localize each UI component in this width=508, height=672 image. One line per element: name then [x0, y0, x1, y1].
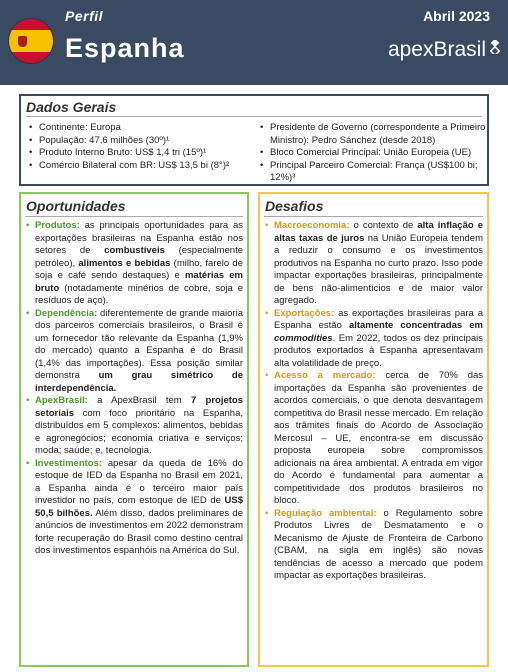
opportunities-title: Oportunidades [26, 198, 126, 214]
page-title: Espanha [65, 33, 185, 63]
list-item-text: um grau simétrico de interdependência. [35, 370, 243, 394]
opportunities-panel [19, 192, 249, 667]
list-item-label: ApexBrasil: [35, 395, 88, 406]
list-item [25, 395, 243, 458]
list-item-label: Exportações: [274, 307, 335, 319]
general-data-item: • Continente: Europa [27, 122, 247, 135]
general-data-title: Dados Gerais [26, 99, 117, 115]
list-item-text: a ApexBrasil tem [87, 395, 191, 406]
opportunities-list [25, 220, 243, 558]
list-item-text: o contexto de [349, 220, 418, 231]
list-item-text: US$ 50,5 bilhões. [35, 495, 243, 519]
spain-flag-icon [8, 18, 54, 64]
list-item-label: Investimentos: [35, 457, 103, 469]
challenges-list [264, 220, 483, 583]
list-item [264, 308, 483, 371]
challenges-panel [258, 192, 489, 667]
list-item [264, 508, 483, 583]
general-data-item: • População: 47,6 milhões (30º)¹ [27, 135, 247, 148]
list-item-text: diferentemente de grande maioria dos parceiros comerciais brasileiros, o Brasil é um fornecedor tão relevante da Espanha (1,9% do mercado) quanto a Espanha é do Brasil (1,4% das importações). Essa posição similar demonstra [35, 307, 243, 381]
list-item-label: Dependência: [35, 307, 98, 319]
list-item-text: alta inflação e altas taxas de juros [274, 220, 483, 244]
list-item-text: alimentos e bebidas [78, 257, 171, 269]
list-item [25, 458, 243, 558]
brand-logo-text: apexBrasil [387, 38, 486, 61]
list-item-text: apesar da queda de 16% do estoque de IED da Espanha no Brasil em 2021, a Espanha ainda é o terceiro maior país investidor no país, com estoque de IED de [35, 457, 243, 506]
general-data-left-list [27, 122, 247, 172]
date-label: Abril 2023 [423, 8, 490, 24]
list-item-label: Macroeconomia: [274, 220, 350, 231]
general-data-item: • Bloco Comercial Principal: União Europeia (UE) [258, 147, 486, 160]
general-data-item: • Presidente de Governo (correspondente a Primeiro Ministro): Pedro Sánchez (desde 2018) [258, 122, 486, 147]
list-item-label: Acesso a mercado: [274, 370, 376, 381]
list-item-text: (especialmente petróleo), [35, 245, 244, 269]
list-item-text: altamente concentradas em [348, 320, 483, 331]
brand-logo-icon [488, 40, 502, 54]
list-item-text: 7 projetos setoriais [35, 395, 243, 419]
challenges-title: Desafios [265, 198, 324, 214]
list-item [25, 220, 243, 308]
general-data-item: • Comércio Bilateral com BR: US$ 13,5 bi (8°)² [27, 160, 247, 173]
list-item-text: as principais oportunidades para as exportações brasileiras na Espanha estão nos setores de [35, 220, 243, 256]
general-data-item: • Produto Interno Bruto: US$ 1,4 tri (15º)¹ [27, 147, 247, 160]
list-item-text: matérias em bruto [35, 270, 243, 294]
list-item-text: (milho, farelo de soja e café sendo destaques) e [35, 257, 243, 281]
list-item [264, 220, 483, 308]
profile-label: Perfil [65, 8, 104, 24]
list-item-text: . Em 2022, todos os dez principais produtos exportados à Espanha apresentavam alta volatilidade de preço. [274, 332, 483, 369]
list-item-text: na União Europeia tendem a reduzir o consumo e os investimentos produtivos na Espanha no curto prazo. Isso pode impactar exportações brasileiras, principalmente de bens não-alimentícios e de maior valor agregado. [274, 232, 483, 306]
list-item-label: Regulação ambiental: [274, 507, 377, 519]
general-data-panel [19, 94, 489, 186]
list-item-label: Produtos: [35, 220, 80, 231]
general-data-right-list [258, 122, 486, 185]
list-item-text: (notadamente minérios de cobre, soja e resíduos de aço). [35, 282, 243, 306]
list-item [25, 308, 243, 396]
list-item-text: commodities [274, 332, 333, 344]
general-data-item: • Principal Parceiro Comercial: França (US$100 bi; 12%)³ [258, 160, 486, 185]
header-banner [0, 0, 508, 85]
list-item-text: Além disso, dados preliminares de anúncios de investimentos em 2022 demonstram forte recuperação do Brasil como destino central dos investimentos espanhóis na América do Sul. [35, 507, 243, 556]
list-item-text: combustíveis [104, 245, 165, 256]
list-item-text: com foco prioritário na Espanha, distribuídos em 5 complexos: alimentos, bebidas e agronegócios; economia criativa e serviços; moda; saúde; e, tecnologia. [35, 407, 243, 456]
list-item-text: o Regulamento sobre Produtos Livres de Desmatamento e o Mecanismo de Ajuste de Fronteira de Carbono (CBAM, na sigla em inglês) são novas tendências de acesso a mercado que podem impactar as exportações brasileiras. [274, 507, 483, 581]
list-item-text: cerca de 70% das importações da Espanha são provenientes de acordos comerciais, o que denota desvantagem competitiva do Brasil nesse mercado. Em relação aos trâmites finais do Acordo de Associação Mercosul – UE, encontra-se em discussão proposta europeia sobre compromissos adicionais na área ambiental. A entrada em vigor do Acordo é fundamental para aumentar a competitividade dos produtos brasileiros no bloco. [274, 370, 484, 506]
list-item [264, 370, 483, 508]
list-item-text: as exportações brasileiras para a Espanha estão [274, 307, 483, 331]
